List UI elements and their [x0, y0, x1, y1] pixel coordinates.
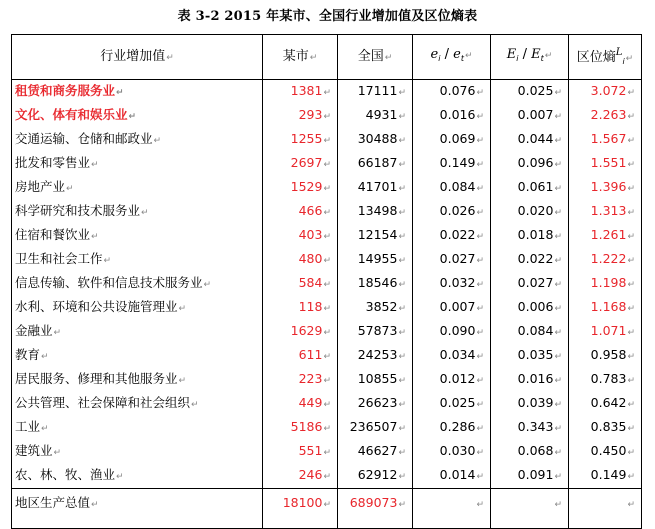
nation-share-cell: 0.084↵ — [491, 320, 569, 344]
total-ei-cell: ↵ — [413, 489, 491, 529]
table-row — [12, 224, 642, 248]
industry-name-cell: 居民服务、修理和其他服务业↵ — [12, 368, 263, 392]
nation-share-cell: 0.007↵ — [491, 104, 569, 128]
nation-value-cell: 62912↵ — [338, 464, 413, 489]
industry-name-cell: 工业↵ — [12, 416, 263, 440]
nation-value-cell: 30488↵ — [338, 128, 413, 152]
nation-share-cell: 0.022↵ — [491, 248, 569, 272]
city-value-cell: 5186↵ — [263, 416, 338, 440]
city-share-cell: 0.016↵ — [413, 104, 491, 128]
industry-name-cell: 住宿和餐饮业↵ — [12, 224, 263, 248]
location-quotient-cell: 1.313↵ — [569, 200, 642, 224]
location-quotient-cell: 1.261↵ — [569, 224, 642, 248]
industry-table — [11, 34, 642, 529]
table-row — [12, 176, 642, 200]
header-Ei-Et: $E_i$ / $E_t↵$ — [491, 35, 569, 80]
total-name-cell: 地区生产总值↵ — [12, 489, 263, 529]
city-share-cell: 0.007↵ — [413, 296, 491, 320]
table-row — [12, 80, 642, 105]
nation-share-cell: 0.025↵ — [491, 80, 569, 105]
nation-value-cell: 236507↵ — [338, 416, 413, 440]
industry-name-cell: 建筑业↵ — [12, 440, 263, 464]
city-share-cell: 0.030↵ — [413, 440, 491, 464]
location-quotient-cell: 1.396↵ — [569, 176, 642, 200]
nation-value-cell: 26623↵ — [338, 392, 413, 416]
city-value-cell: 449↵ — [263, 392, 338, 416]
nation-value-cell: 3852↵ — [338, 296, 413, 320]
city-value-cell: 1629↵ — [263, 320, 338, 344]
city-share-cell: 0.012↵ — [413, 368, 491, 392]
header-ei-et: $e_i$ / $e_t↵$ — [413, 35, 491, 80]
city-share-cell: 0.025↵ — [413, 392, 491, 416]
nation-value-cell: 13498↵ — [338, 200, 413, 224]
table-row — [12, 272, 642, 296]
city-value-cell: 1381↵ — [263, 80, 338, 105]
industry-name-cell: 教育↵ — [12, 344, 263, 368]
table-row — [12, 128, 642, 152]
location-quotient-cell: 0.783↵ — [569, 368, 642, 392]
city-value-cell: 1255↵ — [263, 128, 338, 152]
nation-value-cell: 14955↵ — [338, 248, 413, 272]
city-value-cell: 403↵ — [263, 224, 338, 248]
table-row — [12, 320, 642, 344]
table-row — [12, 368, 642, 392]
city-share-cell: 0.149↵ — [413, 152, 491, 176]
city-value-cell: 118↵ — [263, 296, 338, 320]
header-row — [12, 35, 642, 80]
industry-name-cell: 交通运输、仓储和邮政业↵ — [12, 128, 263, 152]
city-share-cell: 0.034↵ — [413, 344, 491, 368]
nation-share-cell: 0.044↵ — [491, 128, 569, 152]
nation-share-cell: 0.016↵ — [491, 368, 569, 392]
location-quotient-cell: 0.149↵ — [569, 464, 642, 489]
header-location-quotient: 区位熵$^L_i$↵ — [569, 35, 642, 80]
location-quotient-cell: 0.958↵ — [569, 344, 642, 368]
header-industry: 行业增加值↵ — [12, 35, 263, 80]
industry-name-cell: 农、林、牧、渔业↵ — [12, 464, 263, 489]
industry-name-cell: 房地产业↵ — [12, 176, 263, 200]
nation-value-cell: 18546↵ — [338, 272, 413, 296]
nation-share-cell: 0.096↵ — [491, 152, 569, 176]
nation-share-cell: 0.018↵ — [491, 224, 569, 248]
city-share-cell: 0.032↵ — [413, 272, 491, 296]
nation-value-cell: 24253↵ — [338, 344, 413, 368]
nation-share-cell: 0.039↵ — [491, 392, 569, 416]
industry-name-cell: 信息传输、软件和信息技术服务业↵ — [12, 272, 263, 296]
city-value-cell: 293↵ — [263, 104, 338, 128]
header-city: 某市↵ — [263, 35, 338, 80]
table-title: 表 3-2 2015 年某市、全国行业增加值及区位熵表 — [177, 9, 478, 24]
industry-name-cell: 科学研究和技术服务业↵ — [12, 200, 263, 224]
total-city-cell: 18100↵ — [263, 489, 338, 529]
nation-share-cell: 0.343↵ — [491, 416, 569, 440]
location-quotient-cell: 1.168↵ — [569, 296, 642, 320]
city-value-cell: 1529↵ — [263, 176, 338, 200]
nation-share-cell: 0.068↵ — [491, 440, 569, 464]
table-row — [12, 416, 642, 440]
city-share-cell: 0.026↵ — [413, 200, 491, 224]
location-quotient-cell: 3.072↵ — [569, 80, 642, 105]
city-value-cell: 480↵ — [263, 248, 338, 272]
table-row — [12, 440, 642, 464]
city-value-cell: 551↵ — [263, 440, 338, 464]
nation-share-cell: 0.027↵ — [491, 272, 569, 296]
nation-value-cell: 4931↵ — [338, 104, 413, 128]
nation-share-cell: 0.006↵ — [491, 296, 569, 320]
table-row — [12, 296, 642, 320]
total-lq-cell: ↵ — [569, 489, 642, 529]
city-value-cell: 466↵ — [263, 200, 338, 224]
city-value-cell: 246↵ — [263, 464, 338, 489]
city-value-cell: 2697↵ — [263, 152, 338, 176]
city-share-cell: 0.076↵ — [413, 80, 491, 105]
nation-share-cell: 0.061↵ — [491, 176, 569, 200]
table-row — [12, 152, 642, 176]
nation-value-cell: 46627↵ — [338, 440, 413, 464]
header-nation: 全国↵ — [338, 35, 413, 80]
table-row — [12, 104, 642, 128]
location-quotient-cell: 0.835↵ — [569, 416, 642, 440]
industry-name-cell: 批发和零售业↵ — [12, 152, 263, 176]
total-nation-cell: 689073↵ — [338, 489, 413, 529]
table-row — [12, 248, 642, 272]
table-row — [12, 464, 642, 489]
table-row — [12, 200, 642, 224]
industry-name-cell: 公共管理、社会保障和社会组织↵ — [12, 392, 263, 416]
city-share-cell: 0.286↵ — [413, 416, 491, 440]
city-value-cell: 223↵ — [263, 368, 338, 392]
location-quotient-cell: 0.450↵ — [569, 440, 642, 464]
city-share-cell: 0.027↵ — [413, 248, 491, 272]
city-share-cell: 0.014↵ — [413, 464, 491, 489]
nation-value-cell: 17111↵ — [338, 80, 413, 105]
city-share-cell: 0.090↵ — [413, 320, 491, 344]
industry-name-cell: 文化、体有和娱乐业↵ — [12, 104, 263, 128]
location-quotient-cell: 1.567↵ — [569, 128, 642, 152]
total-row — [12, 489, 642, 529]
nation-value-cell: 10855↵ — [338, 368, 413, 392]
city-share-cell: 0.022↵ — [413, 224, 491, 248]
location-quotient-cell: 1.222↵ — [569, 248, 642, 272]
location-quotient-cell: 0.642↵ — [569, 392, 642, 416]
table-row — [12, 392, 642, 416]
city-value-cell: 584↵ — [263, 272, 338, 296]
location-quotient-cell: 1.198↵ — [569, 272, 642, 296]
nation-value-cell: 41701↵ — [338, 176, 413, 200]
nation-share-cell: 0.035↵ — [491, 344, 569, 368]
city-share-cell: 0.069↵ — [413, 128, 491, 152]
location-quotient-cell: 2.263↵ — [569, 104, 642, 128]
nation-value-cell: 57873↵ — [338, 320, 413, 344]
industry-name-cell: 水利、环境和公共设施管理业↵ — [12, 296, 263, 320]
location-quotient-cell: 1.551↵ — [569, 152, 642, 176]
total-Ei-cell: ↵ — [491, 489, 569, 529]
city-share-cell: 0.084↵ — [413, 176, 491, 200]
industry-name-cell: 卫生和社会工作↵ — [12, 248, 263, 272]
table-body — [12, 35, 642, 529]
nation-share-cell: 0.020↵ — [491, 200, 569, 224]
city-value-cell: 611↵ — [263, 344, 338, 368]
nation-share-cell: 0.091↵ — [491, 464, 569, 489]
table-row — [12, 344, 642, 368]
industry-name-cell: 租赁和商务服务业↵ — [12, 80, 263, 105]
nation-value-cell: 66187↵ — [338, 152, 413, 176]
nation-value-cell: 12154↵ — [338, 224, 413, 248]
industry-name-cell: 金融业↵ — [12, 320, 263, 344]
location-quotient-cell: 1.071↵ — [569, 320, 642, 344]
